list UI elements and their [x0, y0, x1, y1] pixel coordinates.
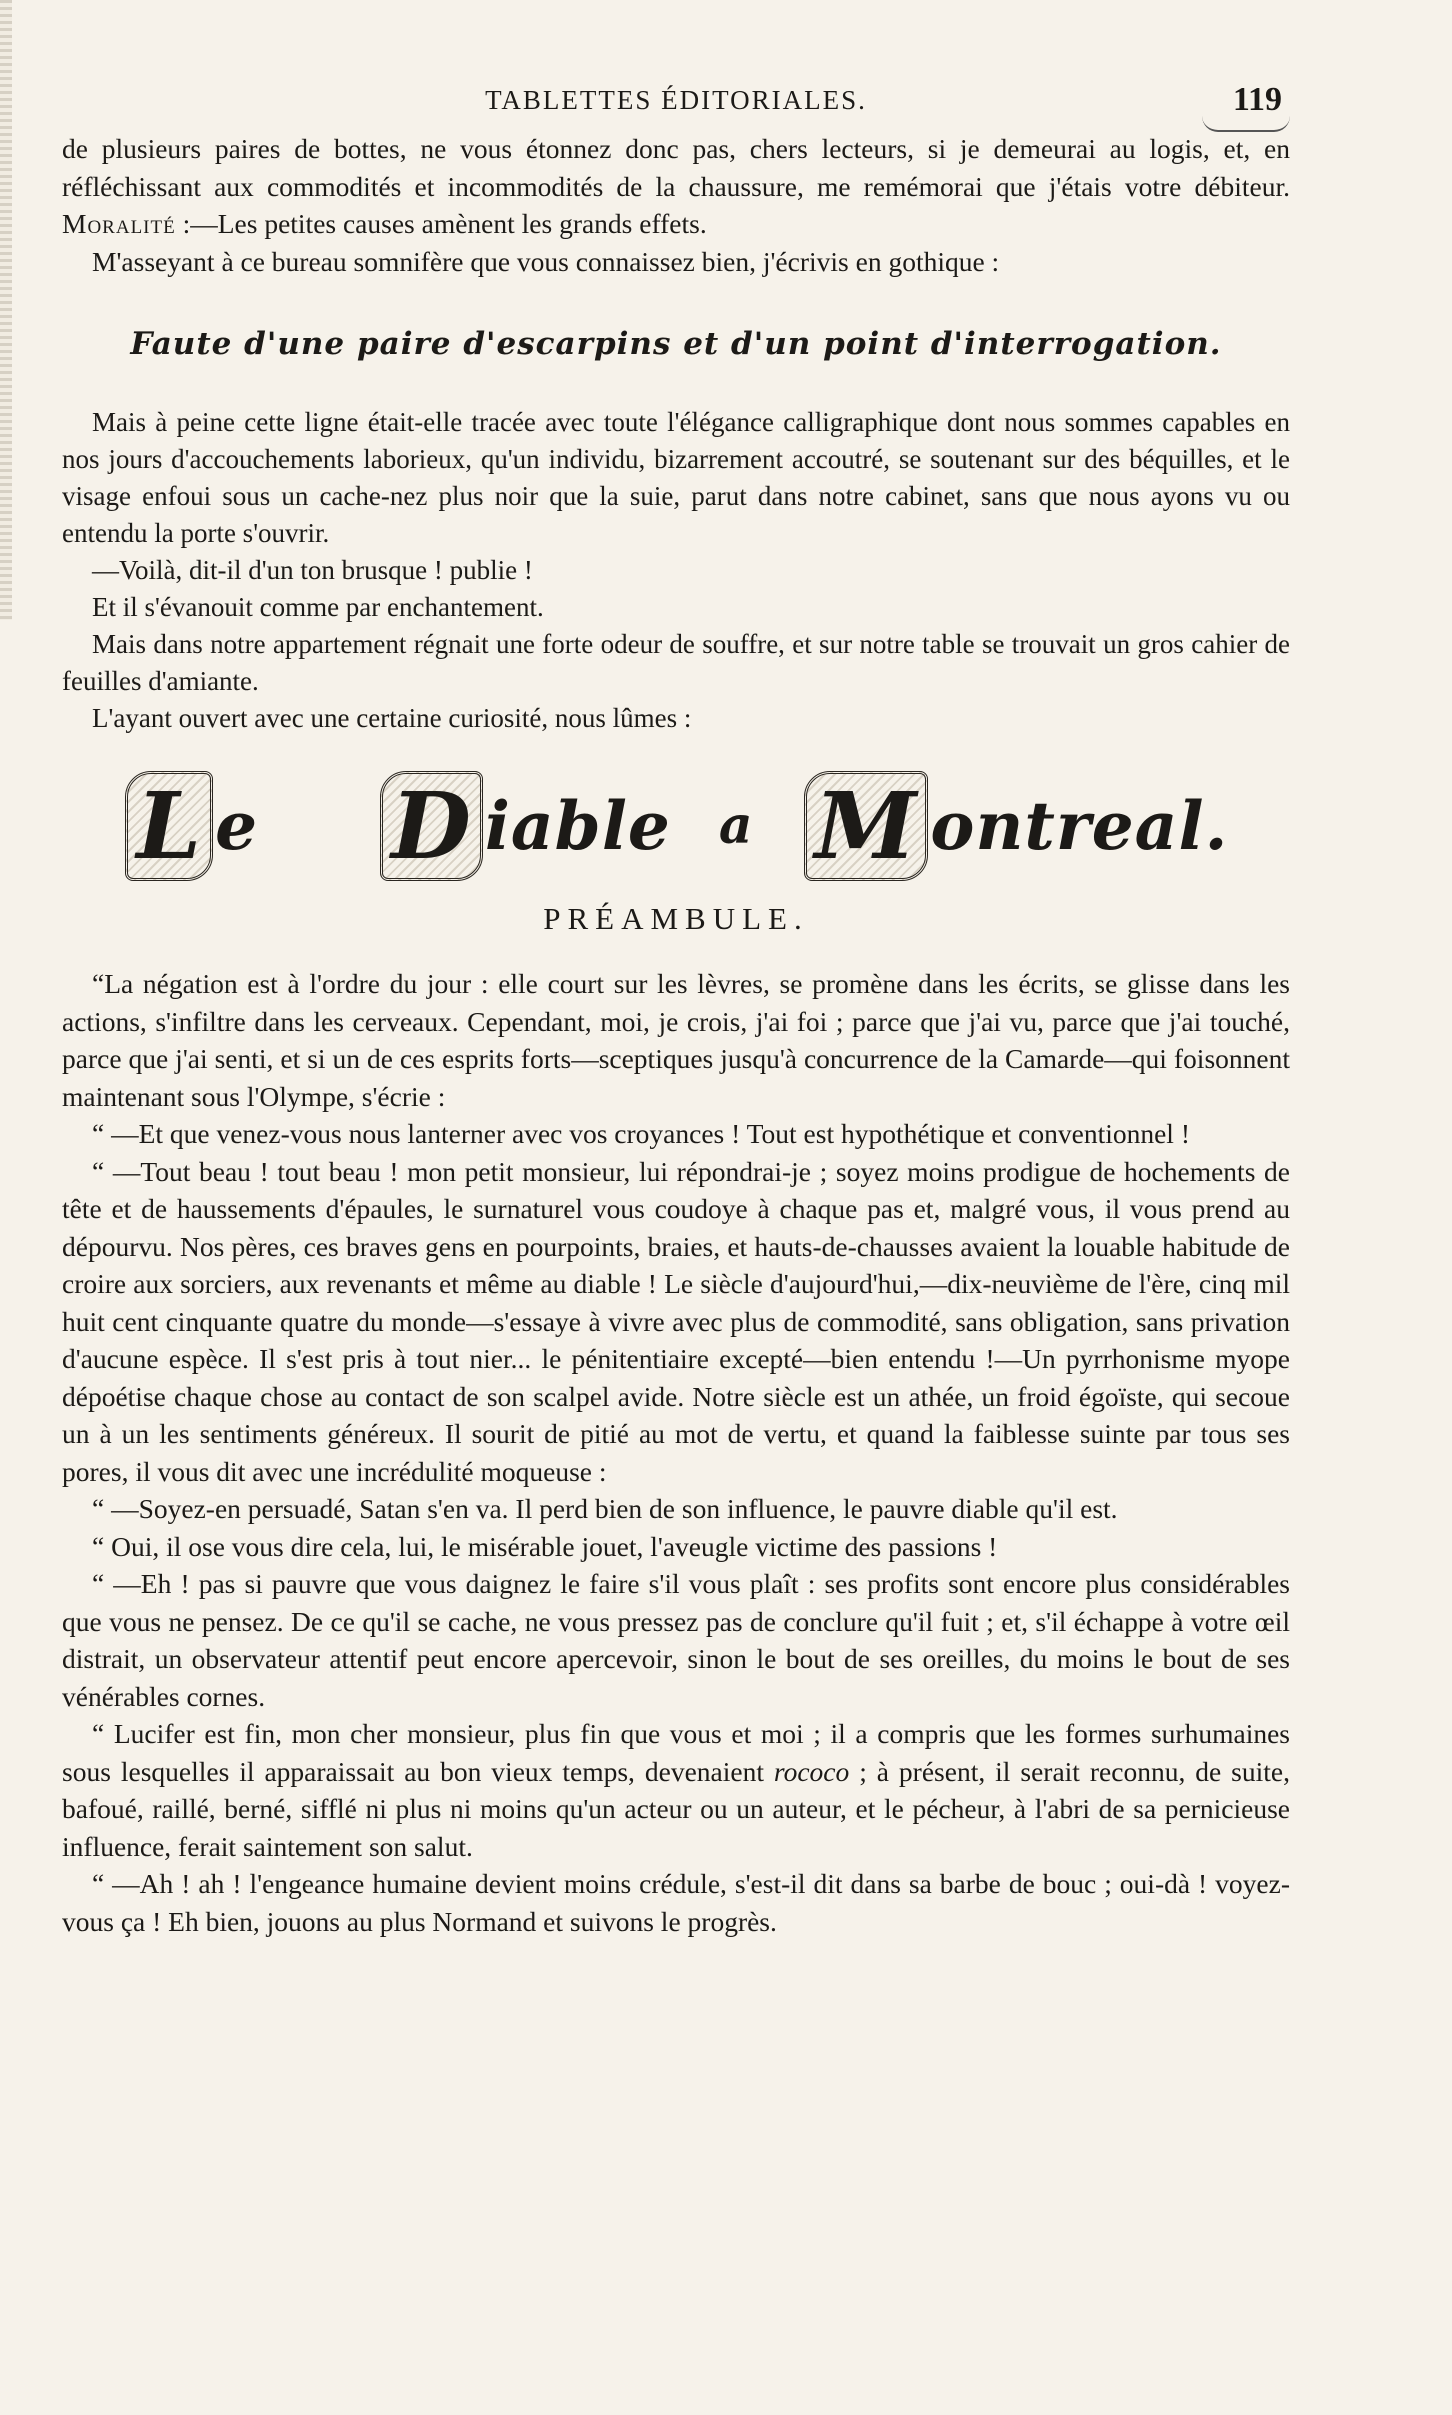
body-paragraph-7: “ Lucifer est fin, mon cher monsieur, plus fin que vous et moi ; il a compris que les formes surhumaines sous lesquelles il apparaissait au bon vieux temps, devenaient rococo ; à présent, il serait reconnu, de suite, bafoué, raillé, berné, sifflé ni plus ni moins qu'un acteur ou un auteur, et le pécheur, à l'abri de sa pernicieuse influence, ferait saintement son salut.: [62, 1718, 1290, 1862]
body-paragraph-6: “ —Eh ! pas si pauvre que vous daignez le faire s'il vous plaît : ses profits sont encore plus considérables que vous ne pensez. De ce qu'il se cache, ne vous pressez pas de conclure qu'il fuit ; et, s'il échappe à votre œil distrait, un observateur attentif peut encore apercevoir, sinon le bout de ses oreilles, du moins le bout de ses vénérables cornes.: [62, 1568, 1290, 1712]
intro-paragraph-2: M'asseyant à ce bureau somnifère que vous connaissez bien, j'écrivis en gothique :: [92, 245, 1000, 277]
title-word-2-rest: iable: [484, 787, 671, 865]
story-paragraph-1: Mais à peine cette ligne était-elle tracée avec toute l'élégance calligraphique dont nous sommes capables en nos jours d'accouchements laborieux, qu'un individu, bizarrement accoutré, se soutenant sur des béquilles, et le visage enfoui sous un cache-nez plus noir que la suie, parut dans notre cabinet, sans que nous ayons vu ou entendu la porte s'ouvrir.: [62, 407, 1290, 548]
body-paragraph-1: “La négation est à l'ordre du jour : elle court sur les lèvres, se promène dans les écrits, se glisse dans les actions, s'infiltre dans les cerveaux. Cependant, moi, je crois, j'ai foi ; parce que j'ai vu, parce que j'ai touché, parce que j'ai senti, et si un de ces esprits forts—sceptiques jusqu'à concurrence de la Camarde—qui foisonnent maintenant sous l'Olympe, s'écrie :: [62, 968, 1290, 1112]
body-paragraph-4: “ —Soyez-en persuadé, Satan s'en va. Il perd bien de son influence, le pauvre diable qu'il est.: [92, 1493, 1118, 1524]
body-paragraph-8: “ —Ah ! ah ! l'engeance humaine devient moins crédule, s'est-il dit dans sa barbe de bouc ; oui-dà ! voyez-vous ça ! Eh bien, jouons au plus Normand et suivons le progrès.: [62, 1868, 1290, 1937]
title-word-a: a: [718, 795, 754, 856]
book-page: [62, 70, 1290, 1940]
body-paragraph-5: “ Oui, il ose vous dire cela, lui, le misérable jouet, l'aveugle victime des passions !: [92, 1530, 998, 1562]
story-paragraph-2: —Voilà, dit-il d'un ton brusque ! publie !: [92, 555, 533, 585]
story-paragraph-4: Mais dans notre appartement régnait une forte odeur de souffre, et sur notre table se trouvait un gros cahier de feuilles d'amiante.: [62, 629, 1290, 696]
title-word-4-rest: ontreal.: [930, 787, 1229, 865]
section-heading: PRÉAMBULE.: [543, 901, 809, 936]
running-head: [62, 70, 1290, 130]
body-paragraph-3: “ —Tout beau ! tout beau ! mon petit monsieur, lui répondrai-je ; soyez moins prodigue de hochements de tête et de haussements d'épaules, le surnaturel vous coudoye à chaque pas et, malgré vous, il vous prend au dépourvu. Nos pères, ces braves gens en pourpoints, braies, et hauts-de-chausses avaient la louable habitude de croire aux sorciers, aux revenants et même au diable ! Le siècle d'aujourd'hui,—dix-neuvième de l'ère, cinq mil huit cent cinquante quatre du monde—s'essaye à vivre avec plus de commodité, sans obligation, sans privation d'aucune espèce. Il s'est pris à tout nier... le pénitentiaire excepté—bien entendu !—Un pyrrhonisme myope dépoétise chaque chose au contact de son scalpel avide. Notre siècle est un athée, un froid égoïste, qui secoue un à un les sentiments généreux. Il sourit de pitié au mot de vertu, et quand la faiblesse suinte par tous ses pores, il vous dit avec une incrédulité moqueuse :: [62, 1155, 1290, 1487]
gothic-inscription: Faute d'une paire d'escarpins et d'un point d'interrogation.: [130, 326, 1222, 362]
page-number: 119: [1232, 81, 1282, 118]
running-title: TABLETTES ÉDITORIALES.: [485, 85, 867, 115]
title-initial-d: D: [380, 771, 483, 881]
title-initial-l: L: [125, 771, 213, 881]
page-edge-binding: [0, 0, 12, 620]
title-initial-m: M: [804, 771, 929, 881]
moralite-label: Moralité: [62, 208, 176, 239]
title-word-1-rest: e: [215, 787, 259, 865]
ornate-title: [62, 761, 1290, 879]
page-number-underline: [1202, 116, 1290, 132]
body-paragraph-2: “ —Et que venez-vous nous lanterner avec vos croyances ! Tout est hypothétique et conventionnel !: [92, 1118, 1190, 1149]
story-paragraph-3: Et il s'évanouit comme par enchantement.: [92, 592, 544, 622]
rococo-word: rococo: [773, 1755, 850, 1787]
intro-paragraph-1: de plusieurs paires de bottes, ne vous étonnez donc pas, chers lecteurs, si je demeurai au logis, et, en réfléchissant aux commodités et incommodités de la chaussure, me remémorai que j'étais votre débiteur. Moralité :—Les petites causes amènent les grands effets.: [62, 133, 1290, 239]
story-paragraph-5: L'ayant ouvert avec une certaine curiosité, nous lûmes :: [92, 703, 692, 733]
